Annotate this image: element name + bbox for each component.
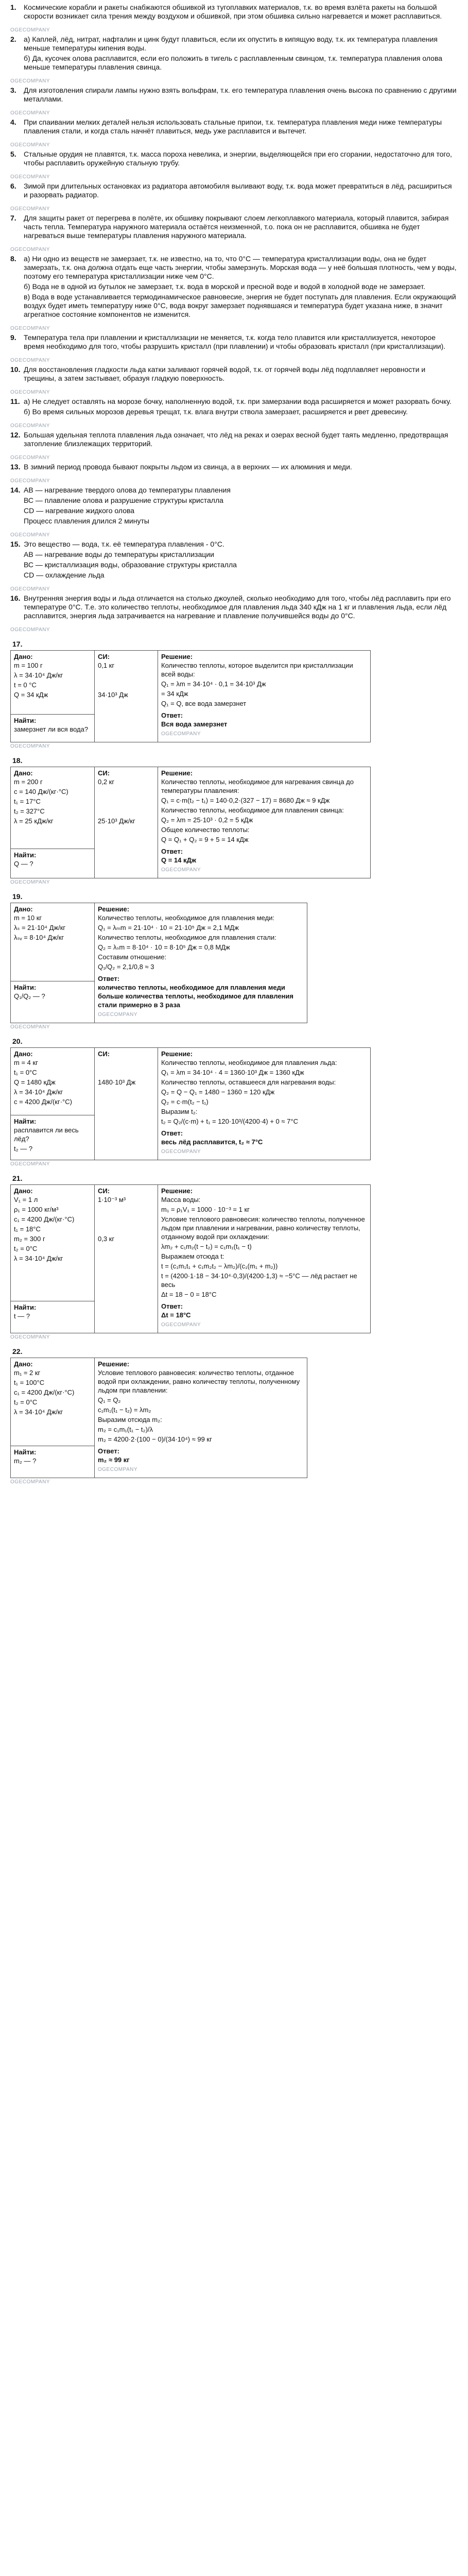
answer-header: Ответ: <box>161 848 183 855</box>
solution-line: Количество теплоты, которое выделится при кристаллизации всей воды: <box>161 662 355 678</box>
task-block <box>10 892 458 1030</box>
solved-problems <box>0 640 468 1485</box>
si-value <box>98 797 154 806</box>
answer-header: Ответ: <box>98 1447 120 1455</box>
solution-cell <box>158 1048 371 1160</box>
question-number: 15. <box>10 540 21 548</box>
question-number: 5. <box>10 150 16 158</box>
given-value: c₁ = 4200 Дж/(кг·°С) <box>14 1388 75 1396</box>
question-number: 10. <box>10 365 21 374</box>
solution-cell <box>95 903 307 1023</box>
si-value <box>98 1205 154 1214</box>
question-body <box>24 3 458 22</box>
si-value: 0,1 кг <box>98 662 115 669</box>
task-number: 18. <box>12 756 23 765</box>
question-item <box>10 397 458 418</box>
si-value <box>98 1088 154 1096</box>
find-cell <box>11 981 95 1023</box>
task-number: 17. <box>12 640 23 648</box>
task-block <box>10 756 458 885</box>
question-body <box>24 150 458 169</box>
given-header: Дано: <box>14 653 33 660</box>
question-body <box>24 431 458 450</box>
given-value: λ = 25 кДж/кг <box>14 817 54 825</box>
question-number: 12. <box>10 431 21 439</box>
question-number: 14. <box>10 486 21 494</box>
find-header: Найти: <box>14 1117 37 1126</box>
question-body <box>24 333 458 352</box>
given-cell <box>11 1358 95 1446</box>
watermark: OGECOMPANY <box>10 1024 50 1030</box>
question-text: Для защиты ракет от перегрева в полёте, их обшивку покрывают слоем легкоплавкого материала, который плавится, забирая часть тепла. Температура наружного материала остаётся неизменной, т.о. пока он не расплавится, обшивка не будет нагреваться выше температуры плавления наружного материала. <box>24 214 449 240</box>
watermark: OGECOMPANY <box>10 247 50 252</box>
given-value: λ = 34·10⁴ Дж/кг <box>14 671 63 679</box>
solution-table <box>10 1358 307 1478</box>
solution-line: Количество теплоты, оставшееся для нагревания воды: <box>161 1078 336 1086</box>
si-value <box>98 1058 154 1067</box>
solution-line: Q₂ = Q − Q₁ = 1480 − 1360 = 120 кДж <box>161 1088 275 1096</box>
watermark: OGECOMPANY <box>161 867 201 873</box>
si-value: 34·10³ Дж <box>98 691 128 699</box>
find-value: t — ? <box>14 1312 30 1320</box>
solution-header: Решение: <box>161 1050 193 1058</box>
solution-header: Решение: <box>161 769 193 777</box>
answer-block <box>161 711 367 728</box>
question-text: В зимний период провода бывают покрыты льдом из свинца, а в верхних — их алюминия и меди. <box>24 463 352 471</box>
watermark: OGECOMPANY <box>10 743 50 749</box>
answer-text: Вся вода замерзнет <box>161 720 228 728</box>
solution-line: Q₁ = λₘm = 21·10⁴ · 10 = 21·10⁵ Дж = 2,1 МДж <box>98 924 239 931</box>
solution-line: m₂ = 4200·2·(100 − 0)/(34·10⁴) ≈ 99 кг <box>98 1435 212 1443</box>
question-text: Процесс плавления длился 2 минуты <box>24 517 149 525</box>
given-header: Дано: <box>14 1360 33 1368</box>
given-value: m₁ = 2 кг <box>14 1369 41 1377</box>
solution-cell <box>158 767 371 878</box>
given-value: m = 10 кг <box>14 914 42 922</box>
watermark: OGECOMPANY <box>10 142 50 148</box>
si-cell <box>95 767 158 878</box>
question-text: а) Не следует оставлять на морозе бочку, наполненную водой, т.к. при замерзании вода расширяется и может разорвать бочку. <box>24 397 452 405</box>
answer-text: количество теплоты, необходимое для плавления меди больше количества теплоты, необходимое для плавления стали примерно в 3 раза <box>98 984 296 1009</box>
question-item <box>10 463 458 473</box>
find-value: t₂ — ? <box>14 1145 33 1153</box>
question-body <box>24 365 458 384</box>
find-cell <box>11 1446 95 1478</box>
solution-line: c₁m₁(t₁ − t₂) = λm₂ <box>98 1406 151 1414</box>
solution-line: t = (4200·1·18 − 34·10⁴·0,3)/(4200·1,3) ≈ −5°С — лёд растает не весь <box>161 1272 359 1289</box>
si-header: СИ: <box>98 769 110 777</box>
task-number: 22. <box>12 1347 23 1355</box>
question-body <box>24 35 458 73</box>
question-item <box>10 540 458 581</box>
watermark: OGECOMPANY <box>10 1334 50 1340</box>
watermark: OGECOMPANY <box>10 423 50 429</box>
solution-table <box>10 1047 371 1160</box>
watermark: OGECOMPANY <box>98 1012 138 1018</box>
given-cell <box>11 1185 95 1301</box>
answer-text: Q = 14 кДж <box>161 856 196 864</box>
watermark: OGECOMPANY <box>10 358 50 363</box>
solution-line: Q₂ = λm = 25·10³ · 0,2 = 5 кДж <box>161 816 253 824</box>
question-number: 7. <box>10 214 16 222</box>
solution-line: Δt = 18 − 0 = 18°С <box>161 1291 217 1298</box>
question-body <box>24 182 458 201</box>
find-value: Q₁/Q₂ — ? <box>14 992 45 1001</box>
question-item <box>10 35 458 73</box>
answer-header: Ответ: <box>161 1129 183 1137</box>
question-text: а) Каплей, лёд, нитрат, нафталин и цинк будут плавиться, если их опустить в кипящую воду, т.к. их температура плавления меньше температуры кипения воды. <box>24 35 438 52</box>
si-value <box>98 1068 154 1077</box>
watermark: OGECOMPANY <box>10 586 50 592</box>
si-header: СИ: <box>98 1050 110 1058</box>
given-value: λₛᵥ = 8·10⁴ Дж/кг <box>14 934 64 941</box>
solution-line: Выразим t₂: <box>161 1108 198 1115</box>
si-value <box>98 1254 154 1263</box>
solution-table <box>10 650 371 742</box>
theory-answers <box>0 0 468 633</box>
question-text: CD — охлаждение льда <box>24 571 105 579</box>
question-text: б) Да, кусочек олова расплавится, если его положить в тигель с расплавленным свинцом, т.к. температура плавления олова меньше температуры плавления свинца. <box>24 54 443 71</box>
question-text: Для восстановления гладкости льда катки заливают горячей водой, т.к. от горячей воды лёд подплавляет неровности и трещины, а затем застывает, образуя гладкую поверхность. <box>24 365 426 382</box>
watermark: OGECOMPANY <box>10 1479 50 1485</box>
question-text: Это вещество — вода, т.к. её температура плавления - 0°С. <box>24 540 224 548</box>
question-body <box>24 255 458 320</box>
answer-block <box>98 974 304 1009</box>
watermark: OGECOMPANY <box>10 478 50 484</box>
question-body <box>24 86 458 105</box>
answer-header: Ответ: <box>161 1302 183 1310</box>
answer-block <box>161 847 367 865</box>
solution-cell <box>158 1185 371 1333</box>
question-text: Стальные орудия не плавятся, т.к. масса порохa невелика, и энергии, выделяющейся при его сгорании, недостаточно для того, чтобы расплавить оружейную стальную трубу. <box>24 150 452 167</box>
solution-line: m₁ = ρ₁V₁ = 1000 · 10⁻³ = 1 кг <box>161 1206 250 1213</box>
given-value: t₂ = 0°С <box>14 1245 38 1252</box>
question-number: 9. <box>10 333 16 342</box>
solution-line: m₂ = c₁m₁(t₁ − t₂)/λ <box>98 1426 153 1433</box>
solution-line: λm₂ + c₁m₂(t − t₂) = c₁m₁(t₁ − t) <box>161 1243 252 1250</box>
question-body <box>24 594 458 622</box>
question-body <box>24 486 458 527</box>
solution-table <box>10 1184 371 1333</box>
given-cell <box>11 903 95 981</box>
given-value: c₁ = 4200 Дж/(кг·°С) <box>14 1215 75 1223</box>
find-value: Q — ? <box>14 859 33 868</box>
si-value <box>98 787 154 796</box>
watermark: OGECOMPANY <box>98 1467 138 1472</box>
question-number: 2. <box>10 35 16 43</box>
si-value: 0,2 кг <box>98 778 115 786</box>
task-number: 20. <box>12 1037 23 1045</box>
find-header: Найти: <box>14 1448 37 1456</box>
find-value: m₂ — ? <box>14 1457 37 1465</box>
solution-line: Q = Q₁ + Q₂ = 9 + 5 = 14 кДж <box>161 836 249 843</box>
watermark: OGECOMPANY <box>10 627 50 633</box>
solution-table <box>10 767 371 878</box>
question-text: Большая удельная теплота плавления льда означает, что лёд на реках и озерах весной будет таять медленно, предотвращая затопление близлежащих территорий. <box>24 431 448 448</box>
question-text: б) Вода не в одной из бутылок не замерзает, т.к. вода в морской и пресной воде и водой в холодной воде не замерзает. <box>24 282 425 291</box>
watermark: OGECOMPANY <box>10 1161 50 1167</box>
question-item <box>10 594 458 622</box>
find-cell <box>11 715 95 742</box>
find-cell <box>11 1115 95 1160</box>
solution-line: Q₁ = c·m(t₂ − t₁) = 140·0,2·(327 − 17) = 8680 Дж ≈ 9 кДж <box>161 796 330 804</box>
si-value <box>98 671 154 680</box>
answer-text: m₂ ≈ 99 кг <box>98 1456 130 1464</box>
given-value: t₂ = 327°С <box>14 807 45 815</box>
answer-text: Δt = 18°С <box>161 1311 191 1319</box>
given-cell <box>11 1048 95 1115</box>
solution-table <box>10 903 307 1023</box>
solution-line: Количество теплоты, необходимое для плавления льда: <box>161 1059 337 1066</box>
given-value: m = 4 кг <box>14 1059 38 1066</box>
question-item <box>10 86 458 105</box>
watermark: OGECOMPANY <box>10 389 50 395</box>
given-value: λₛ = 21·10⁴ Дж/кг <box>14 924 66 931</box>
solution-line: Общее количество теплоты: <box>161 826 250 834</box>
question-text: б) Во время сильных морозов деревья трещат, т.к. влага внутри ствола замерзает, расширяется и рвет древесину. <box>24 408 408 416</box>
si-header: СИ: <box>98 653 110 660</box>
si-cell <box>95 1185 158 1333</box>
question-text: Космические корабли и ракеты снабжаются обшивкой из тугоплавких материалов, т.к. во время взлёта ракеты на большой скорости возникает сила трения между воздухом и обшивкой, при этом обшивка сильно нагревается и может расплавиться. <box>24 3 442 20</box>
question-number: 1. <box>10 3 16 11</box>
si-value <box>98 681 154 689</box>
given-value: m₂ = 300 г <box>14 1235 45 1243</box>
answer-header: Ответ: <box>98 975 120 982</box>
watermark: OGECOMPANY <box>10 879 50 885</box>
si-value <box>98 807 154 816</box>
given-value: Q = 1480 кДж <box>14 1078 56 1086</box>
task-block <box>10 640 458 749</box>
answer-text: весь лёд расплавится, t₂ ≈ 7°С <box>161 1138 263 1146</box>
question-text: При спаивании мелких деталей нельзя использовать стальные припои, т.к. температура плавления меди ниже температуры плавления стали, и когда сталь начнёт плавиться, медь уже расплавится и вытечет. <box>24 118 442 135</box>
given-value: V₁ = 1 л <box>14 1196 38 1204</box>
question-item <box>10 486 458 527</box>
si-value: 1480·10³ Дж <box>98 1078 136 1086</box>
solution-line: Q₁ = λm = 34·10⁴ · 4 = 1360·10³ Дж = 1360 кДж <box>161 1069 304 1076</box>
watermark: OGECOMPANY <box>10 532 50 538</box>
question-item <box>10 182 458 201</box>
question-text: Зимой при длительных остановках из радиатора автомобиля выливают воду, т.к. вода может превратиться в лёд, расшириться и разорвать радиатор. <box>24 182 452 199</box>
task-block <box>10 1037 458 1167</box>
si-cell <box>95 651 158 742</box>
find-value: замерзнет ли вся вода? <box>14 725 89 734</box>
question-item <box>10 118 458 137</box>
given-cell <box>11 767 95 849</box>
question-body <box>24 214 458 242</box>
given-value: ρ₁ = 1000 кг/м³ <box>14 1206 59 1213</box>
watermark: OGECOMPANY <box>10 326 50 331</box>
si-value: 0,3 кг <box>98 1235 115 1243</box>
watermark: OGECOMPANY <box>10 27 50 33</box>
given-value: λ = 34·10⁴ Дж/кг <box>14 1088 63 1096</box>
find-header: Найти: <box>14 1303 37 1312</box>
si-value: 1·10⁻³ м³ <box>98 1196 126 1204</box>
find-header: Найти: <box>14 984 37 992</box>
question-body <box>24 397 458 418</box>
question-body <box>24 118 458 137</box>
solution-line: Выражаем отсюда t: <box>161 1252 224 1260</box>
given-value: c = 4200 Дж/(кг·°С) <box>14 1098 72 1106</box>
solution-cell <box>158 651 371 742</box>
question-text: в) Вода в воде устанавливается термодинамическое равновесие, энергия не будет поступать для плавления. Если окружающий воздух будет иметь температуру ниже 0°С, вода вокруг замерзает поднявшаяся и температура будет указана ниже, в значит агрегатное состояние компонентов не изменится. <box>24 293 456 318</box>
given-header: Дано: <box>14 1050 33 1058</box>
watermark: OGECOMPANY <box>10 78 50 84</box>
task-block <box>10 1347 458 1485</box>
solution-header: Решение: <box>161 1187 193 1195</box>
question-body <box>24 463 458 473</box>
solution-line: Q₂ = λₛm = 8·10⁴ · 10 = 8·10⁵ Дж = 0,8 МДж <box>98 943 230 951</box>
answer-block <box>98 1447 304 1464</box>
answer-block <box>161 1129 367 1146</box>
find-cell <box>11 849 95 878</box>
question-item <box>10 214 458 242</box>
question-number: 11. <box>10 397 20 405</box>
solution-line: Количество теплоты, необходимое для плавления стали: <box>98 934 276 941</box>
answer-block <box>161 1302 367 1319</box>
question-text: а) Ни одно из веществ не замерзает, т.к. не известно, на то, что 0°С — температура кристаллизации воды, она не будет замерзать, т.к. она должна отдать еще часть энергии, чтобы замерзнуть. Морская вода — у неё большая плотность, чем у воды, поэтому его температура кристаллизации ниже чем 0°С. <box>24 255 457 280</box>
given-value: Q = 34 кДж <box>14 691 48 699</box>
given-value: λ = 34·10⁴ Дж/кг <box>14 1408 63 1416</box>
solution-line: Q₁ = Q, все вода замерзнет <box>161 700 247 707</box>
solution-line: Количество теплоты, необходимое для плавления меди: <box>98 914 275 922</box>
given-value: t₁ = 17°С <box>14 798 41 805</box>
question-item <box>10 431 458 450</box>
solution-line: Условие теплового равновесия: количество теплоты, полученное льдом при плавлении и нагревании, равно количеству теплоты, отданному водой при охлаждении: <box>161 1215 367 1241</box>
solution-line: Q₁ = λm = 34·10⁴ · 0,1 = 34·10³ Дж <box>161 680 266 688</box>
si-value <box>98 1244 154 1253</box>
question-text: АВ — нагревание твердого олова до температуры плавления <box>24 486 231 494</box>
solution-line: Составим отношение: <box>98 953 167 961</box>
si-header: СИ: <box>98 1187 110 1195</box>
solution-line: Условие теплового равновесия: количество теплоты, отданное водой при охлаждении, равно количеству теплоты, полученному льдом при плавлении: <box>98 1369 302 1394</box>
given-value: t₁ = 100°С <box>14 1379 45 1386</box>
solution-line: t = (c₁m₁t₁ + c₁m₂t₂ − λm₂)/(c₁(m₁ + m₂)) <box>161 1262 278 1270</box>
given-header: Дано: <box>14 769 33 777</box>
given-value: t₂ = 0°С <box>14 1398 38 1406</box>
question-text: ВС — плавление олова и разрушение структуры кристалла <box>24 496 223 504</box>
si-value <box>98 1215 154 1224</box>
solution-line: = 34 кДж <box>161 690 188 698</box>
si-value <box>98 1225 154 1233</box>
si-value: 25·10³ Дж/кг <box>98 817 135 825</box>
watermark: OGECOMPANY <box>161 1322 201 1328</box>
si-value <box>98 1097 154 1106</box>
question-number: 3. <box>10 86 16 94</box>
find-cell <box>11 1301 95 1333</box>
given-value: t₁ = 0°С <box>14 1069 37 1076</box>
given-value: m = 200 г <box>14 778 43 786</box>
watermark: OGECOMPANY <box>161 731 201 737</box>
question-item <box>10 3 458 22</box>
question-item <box>10 255 458 320</box>
watermark: OGECOMPANY <box>10 455 50 461</box>
solution-line: Выразим отсюда m₂: <box>98 1416 162 1423</box>
find-header: Найти: <box>14 717 37 725</box>
given-value: с = 140 Дж/(кг·°С) <box>14 788 68 795</box>
question-text: Для изготовления спирали лампы нужно взять вольфрам, т.к. его температура плавления очень высока по сравнению с другими металлами. <box>24 86 457 103</box>
solution-line: Q₁ = Q₂ <box>98 1396 121 1404</box>
question-text: Температура тела при плавлении и кристаллизации не меняется, т.к. когда тело плавится или кристаллизуется, некоторое время необходимо для того, чтобы разрушить кристалл (при плавлении) и чтобы образовать кристалл (при кристаллизации). <box>24 333 446 350</box>
answer-header: Ответ: <box>161 711 183 719</box>
si-cell <box>95 1048 158 1160</box>
question-body <box>24 540 458 581</box>
question-text: CD — нагревание жидкого олова <box>24 506 135 515</box>
question-text: Внутренняя энергия воды и льда отличается на столько джоулей, сколько необходимо для того, чтобы лёд расплавить при его температуре 0°С. Т.е. это количество теплоты, необходимое для плавления льда 340 кДж на 1 кг и плавления льда, если лёд расплавится, энергия льда затрачивается на нагревание и плавление получившейся воды до 0°С. <box>24 594 451 620</box>
question-number: 8. <box>10 255 16 263</box>
solution-header: Решение: <box>98 905 130 913</box>
question-number: 4. <box>10 118 16 126</box>
task-number: 21. <box>12 1174 23 1182</box>
task-number: 19. <box>12 892 23 901</box>
solution-line: Количество теплоты, необходимое для плавления свинца: <box>161 806 344 814</box>
watermark: OGECOMPANY <box>10 110 50 116</box>
question-item <box>10 365 458 384</box>
question-text: АВ — нагревание воды до температуры кристаллизации <box>24 550 214 558</box>
question-item <box>10 150 458 169</box>
question-item <box>10 333 458 352</box>
given-cell <box>11 651 95 715</box>
find-header: Найти: <box>14 851 37 859</box>
given-value: m = 100 г <box>14 662 43 669</box>
solution-line: Количество теплоты, необходимое для нагревания свинца до температуры плавления: <box>161 778 356 794</box>
solution-line: Масса воды: <box>161 1196 201 1204</box>
solution-line: t₂ = Q₂/(c·m) + t₁ = 120·10³/(4200·4) + 0 ≈ 7°С <box>161 1117 298 1125</box>
watermark: OGECOMPANY <box>10 206 50 212</box>
question-number: 6. <box>10 182 16 190</box>
solution-header: Решение: <box>98 1360 130 1368</box>
given-value: λ = 34·10⁴ Дж/кг <box>14 1255 63 1262</box>
solution-cell <box>95 1358 307 1478</box>
solution-line: Q₂ = c·m(t₂ − t₁) <box>161 1098 209 1106</box>
given-header: Дано: <box>14 905 33 913</box>
given-value: t₁ = 18°С <box>14 1225 41 1233</box>
question-number: 16. <box>10 594 21 602</box>
question-text: ВС — кристаллизация воды, образование структуры кристалла <box>24 561 237 569</box>
question-number: 13. <box>10 463 21 471</box>
solution-line: Q₁/Q₂ = 2,1/0,8 ≈ 3 <box>98 963 154 971</box>
find-value: расплавится ли весь лёд? <box>14 1126 81 1143</box>
watermark: OGECOMPANY <box>10 174 50 180</box>
watermark: OGECOMPANY <box>161 1149 201 1155</box>
given-header: Дано: <box>14 1187 33 1195</box>
task-block <box>10 1174 458 1340</box>
solution-header: Решение: <box>161 653 193 660</box>
given-value: t = 0 °С <box>14 681 37 689</box>
